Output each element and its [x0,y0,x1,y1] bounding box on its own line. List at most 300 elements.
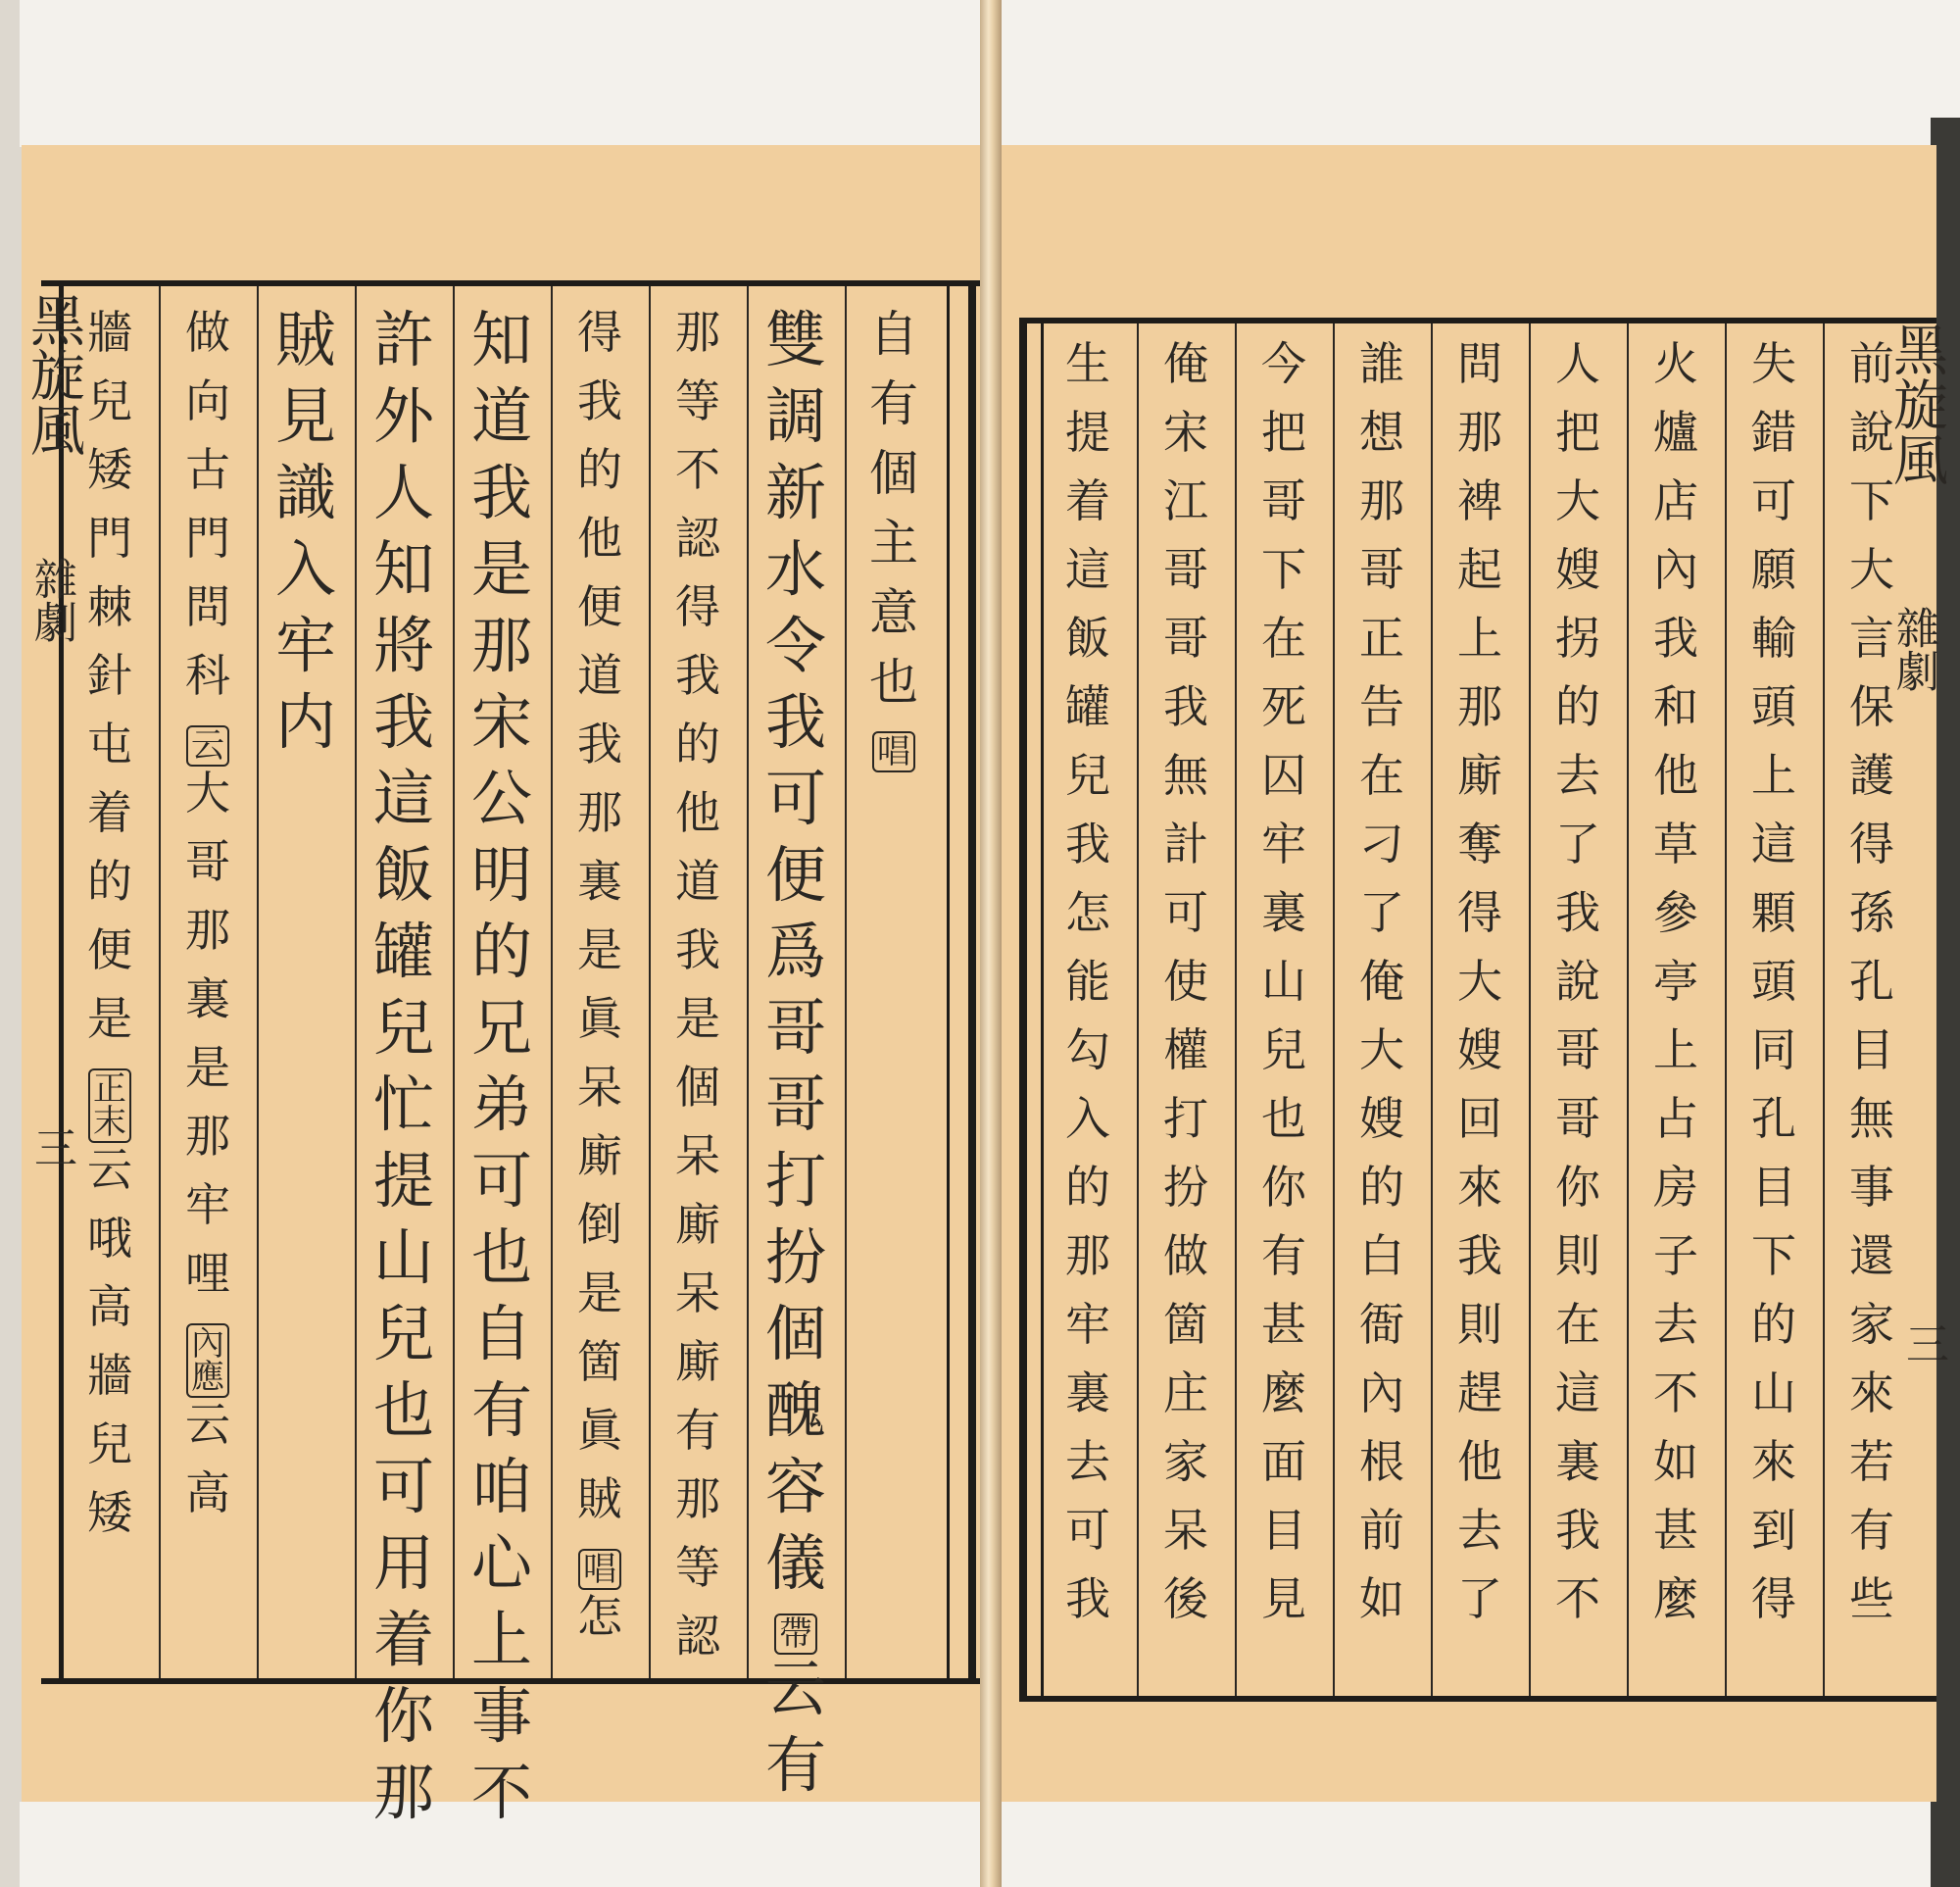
glyph: 頭 [1751,680,1796,733]
glyph: 到 [1751,1504,1796,1557]
glyph: 裨 [1457,474,1502,527]
glyph: 自 [869,306,918,363]
glyph: 裏 [1065,1366,1110,1419]
glyph: 些 [1849,1572,1894,1625]
glyph: 可 [1065,1504,1110,1557]
glyph: 參 [1653,886,1698,939]
glyph: 裏 [1555,1435,1600,1488]
glyph: 明 [470,839,532,911]
glyph: 我 [1555,1504,1600,1557]
right-frame-top [1019,318,1936,323]
glyph: 你 [1261,1161,1306,1214]
glyph: 他 [1653,749,1698,802]
glyph: 那 [1457,680,1502,733]
text-column [368,304,439,1839]
glyph: 在 [1555,1298,1600,1351]
glyph: 等 [675,1541,720,1594]
glyph: 我 [1065,818,1110,870]
text-column [564,306,635,1663]
glyph: 科 [185,649,230,702]
glyph: 呆 [1163,1504,1208,1557]
gutter [980,0,1002,1887]
glyph: 的 [675,718,720,770]
glyph: 云 [764,1653,826,1724]
glyph: 把 [1261,406,1306,459]
glyph: 也 [372,1374,434,1446]
glyph: 他 [1457,1435,1502,1488]
glyph: 我 [577,718,622,770]
glyph: 俺 [1359,955,1404,1008]
glyph: 忙 [372,1068,434,1140]
glyph: 那 [185,1110,230,1163]
glyph: 俺 [1163,337,1208,390]
glyph: 甚 [1653,1504,1698,1557]
glyph: 我 [764,686,826,758]
glyph: 兒 [1065,749,1110,802]
glyph: 在 [1359,749,1404,802]
glyph: 嫂 [1555,543,1600,596]
glyph: 兒 [87,1417,132,1470]
glyph: 孫 [1849,886,1894,939]
glyph: 將 [372,610,434,681]
glyph: 棘 [87,580,132,633]
left-margin-title: 黑旋風 [22,292,85,457]
glyph: 他 [675,786,720,839]
glyph: 去 [1653,1298,1698,1351]
glyph: 則 [1457,1298,1502,1351]
glyph: 和 [1653,680,1698,733]
text-column [1053,337,1123,1645]
glyph: 新 [764,457,826,528]
glyph: 那 [577,786,622,839]
glyph: 哥 [1261,474,1306,527]
glyph: 調 [764,380,826,452]
glyph: 公 [470,763,532,834]
left-margin-subtitle: 雜劇 [26,557,76,643]
glyph: 那 [470,610,532,681]
glyph: 把 [1555,406,1600,459]
glyph: 我 [675,649,720,702]
left-frame-right [968,280,976,1684]
glyph: 可 [1163,886,1208,939]
glyph: 拐 [1555,612,1600,665]
glyph: 可 [764,763,826,834]
glyph: 那 [1457,406,1502,459]
glyph: 說 [1555,955,1600,1008]
glyph: 囚 [1261,749,1306,802]
glyph: 山 [372,1221,434,1293]
glyph: 根 [1359,1435,1404,1488]
right-margin-title: 黑旋風 [1885,322,1948,486]
glyph: 誰 [1359,337,1404,390]
glyph: 道 [577,649,622,702]
glyph: 我 [1065,1572,1110,1625]
glyph: 道 [470,380,532,452]
right-margin-subtitle: 雜劇 [1888,606,1938,692]
glyph: 有 [1261,1229,1306,1282]
glyph: 提 [372,1145,434,1217]
right-frame-bottom [1019,1696,1936,1702]
stage-direction-mark: 唱 [578,1549,621,1590]
text-column [1445,337,1515,1645]
glyph: 宋 [1163,406,1208,459]
stage-direction-mark: 唱 [872,731,915,772]
glyph: 在 [1261,612,1306,665]
glyph: 罐 [372,916,434,987]
glyph: 起 [1457,543,1502,596]
glyph: 奪 [1457,818,1502,870]
glyph: 見 [274,380,336,452]
glyph: 那 [185,904,230,957]
text-column [1641,337,1711,1645]
glyph: 是 [675,992,720,1045]
glyph: 目 [1261,1504,1306,1557]
glyph: 這 [1751,818,1796,870]
glyph: 兄 [470,992,532,1064]
glyph: 個 [869,445,918,502]
glyph: 爐 [1653,406,1698,459]
left-frame-right-inner [947,280,950,1684]
glyph: 麼 [1261,1366,1306,1419]
glyph: 人 [1555,337,1600,390]
glyph: 便 [87,923,132,976]
glyph: 也 [869,654,918,711]
glyph: 入 [1065,1092,1110,1145]
glyph: 我 [372,686,434,758]
left-frame-top [41,280,994,286]
glyph: 是 [470,533,532,605]
glyph: 占 [1653,1092,1698,1145]
glyph: 保 [1849,680,1894,733]
text-column [662,306,733,1682]
glyph: 那 [675,1472,720,1525]
text-column [1837,337,1907,1645]
glyph: 這 [1555,1366,1600,1419]
glyph: 家 [1849,1298,1894,1351]
glyph: 火 [1653,337,1698,390]
glyph: 可 [470,1145,532,1217]
glyph: 向 [185,374,230,427]
glyph: 你 [1555,1161,1600,1214]
glyph: 見 [1261,1572,1306,1625]
glyph: 主 [869,515,918,571]
glyph: 庄 [1163,1366,1208,1419]
glyph: 孔 [1849,955,1894,1008]
glyph: 個 [764,1298,826,1369]
glyph: 牆 [87,306,132,359]
glyph: 下 [1751,1229,1796,1282]
glyph: 如 [1359,1572,1404,1625]
glyph: 說 [1849,406,1894,459]
glyph: 目 [1751,1161,1796,1214]
glyph: 得 [1751,1572,1796,1625]
glyph: 得 [577,306,622,359]
text-column [172,306,243,1539]
glyph: 牆 [87,1349,132,1402]
glyph: 不 [1555,1572,1600,1625]
right-frame-left [1019,318,1027,1702]
glyph: 可 [372,1451,434,1522]
glyph: 如 [1653,1435,1698,1488]
glyph: 內 [1359,1366,1404,1419]
text-column [1543,337,1613,1645]
glyph: 問 [185,580,230,633]
right-page [990,145,1948,1802]
glyph: 孔 [1751,1092,1796,1145]
glyph: 無 [1163,749,1208,802]
glyph: 云 [87,1143,132,1196]
glyph: 人 [372,457,434,528]
glyph: 牢 [274,610,336,681]
glyph: 勾 [1065,1023,1110,1076]
glyph: 有 [675,1404,720,1457]
glyph: 錯 [1751,406,1796,459]
glyph: 爲 [764,916,826,987]
glyph: 願 [1751,543,1796,596]
glyph: 草 [1653,818,1698,870]
glyph: 兒 [372,1298,434,1369]
right-bottom-flyleaf [990,1802,1931,1887]
glyph: 他 [577,512,622,565]
glyph: 事 [1849,1161,1894,1214]
glyph: 山 [1261,955,1306,1008]
glyph: 亭 [1653,955,1698,1008]
text-column [270,304,341,769]
glyph: 内 [274,686,336,758]
glyph: 了 [1457,1572,1502,1625]
glyph: 的 [1751,1298,1796,1351]
glyph: 哩 [185,1247,230,1300]
right-frame-left-inner [1041,318,1044,1702]
glyph: 的 [577,443,622,496]
glyph: 大 [1457,955,1502,1008]
glyph: 大 [1359,1023,1404,1076]
glyph: 個 [675,1061,720,1114]
glyph: 我 [1653,612,1698,665]
glyph: 不 [1653,1366,1698,1419]
glyph: 識 [274,457,336,528]
glyph: 去 [1065,1435,1110,1488]
glyph: 針 [87,649,132,702]
glyph: 等 [675,374,720,427]
glyph: 不 [675,443,720,496]
glyph: 哥 [764,992,826,1064]
glyph: 箇 [577,1335,622,1388]
glyph: 雙 [764,304,826,375]
glyph: 輸 [1751,612,1796,665]
glyph: 呆 [675,1129,720,1182]
glyph: 廝 [675,1198,720,1251]
glyph: 兒 [372,992,434,1064]
glyph: 言 [1849,612,1894,665]
glyph: 哦 [87,1212,132,1265]
glyph: 有 [1849,1504,1894,1557]
glyph: 我 [577,374,622,427]
glyph: 自 [470,1298,532,1369]
glyph: 屯 [87,718,132,770]
glyph: 來 [1849,1366,1894,1419]
glyph: 知 [372,533,434,605]
glyph: 的 [1359,1161,1404,1214]
glyph: 裏 [577,855,622,908]
glyph: 大 [1555,474,1600,527]
glyph: 兒 [1261,1023,1306,1076]
glyph: 認 [675,512,720,565]
left-frame-left [59,280,64,1684]
glyph: 你 [372,1680,434,1752]
glyph: 是 [577,923,622,976]
glyph: 我 [675,923,720,976]
glyph: 哥 [1555,1023,1600,1076]
glyph: 去 [1555,749,1600,802]
glyph: 甚 [1261,1298,1306,1351]
stage-direction-mark: 內應 [186,1323,229,1398]
text-column [1739,337,1809,1645]
glyph: 若 [1849,1435,1894,1488]
glyph: 牢 [1065,1298,1110,1351]
stage-direction-mark: 云 [186,725,229,767]
glyph: 那 [372,1757,434,1828]
glyph: 目 [1849,1023,1894,1076]
glyph: 是 [185,1041,230,1094]
glyph: 怎 [1065,886,1110,939]
glyph: 箇 [1163,1298,1208,1351]
glyph: 弟 [470,1068,532,1140]
glyph: 店 [1653,474,1698,527]
glyph: 認 [675,1610,720,1663]
glyph: 的 [1555,680,1600,733]
glyph: 牢 [1261,818,1306,870]
glyph: 上 [1457,612,1502,665]
glyph: 來 [1457,1161,1502,1214]
glyph: 用 [372,1527,434,1599]
glyph: 不 [470,1757,532,1828]
glyph: 飯 [1065,612,1110,665]
glyph: 下 [1849,474,1894,527]
glyph: 上 [470,1604,532,1675]
glyph: 死 [1261,680,1306,733]
glyph: 哥 [1555,1092,1600,1145]
glyph: 心 [470,1527,532,1599]
glyph: 容 [764,1451,826,1522]
glyph: 今 [1261,337,1306,390]
glyph: 便 [764,839,826,911]
glyph: 矮 [87,1486,132,1539]
glyph: 家 [1163,1435,1208,1488]
glyph: 入 [274,533,336,605]
text-column [74,306,145,1559]
glyph: 咱 [470,1451,532,1522]
glyph: 牢 [185,1178,230,1231]
glyph: 提 [1065,406,1110,459]
glyph: 我 [1555,886,1600,939]
glyph: 門 [87,512,132,565]
glyph: 哥 [1163,612,1208,665]
glyph: 打 [764,1145,826,1217]
glyph: 儀 [764,1527,826,1599]
glyph: 大 [185,767,230,819]
stage-direction-mark: 帶 [774,1614,817,1655]
glyph: 道 [675,855,720,908]
glyph: 生 [1065,337,1110,390]
glyph: 古 [185,443,230,496]
glyph: 哥 [1359,543,1404,596]
glyph: 也 [470,1221,532,1293]
glyph: 頭 [1751,955,1796,1008]
right-top-flyleaf [990,0,1960,147]
glyph: 白 [1359,1229,1404,1282]
glyph: 這 [1065,543,1110,596]
glyph: 子 [1653,1229,1698,1282]
glyph: 可 [1751,474,1796,527]
glyph: 倒 [577,1198,622,1251]
glyph: 那 [675,306,720,359]
glyph: 得 [1457,886,1502,939]
glyph: 賊 [577,1472,622,1525]
glyph: 哥 [1163,543,1208,596]
glyph: 的 [470,916,532,987]
glyph: 來 [1751,1435,1796,1488]
glyph: 我 [1457,1229,1502,1282]
glyph: 哥 [764,1068,826,1140]
glyph: 想 [1359,406,1404,459]
glyph: 水 [764,533,826,605]
glyph: 麼 [1653,1572,1698,1625]
glyph: 上 [1653,1023,1698,1076]
glyph: 呆 [577,1061,622,1114]
glyph: 失 [1751,337,1796,390]
glyph: 着 [1065,474,1110,527]
glyph: 嫂 [1359,1092,1404,1145]
glyph: 是 [577,1266,622,1319]
glyph: 內 [1653,543,1698,596]
glyph: 顆 [1751,886,1796,939]
glyph: 許 [372,304,434,375]
glyph: 的 [87,855,132,908]
glyph: 面 [1261,1435,1306,1488]
glyph: 還 [1849,1229,1894,1282]
text-column [1249,337,1319,1645]
glyph: 眞 [577,1404,622,1457]
glyph: 兒 [87,374,132,427]
glyph: 前 [1359,1504,1404,1557]
glyph: 事 [470,1680,532,1752]
text-column [1151,337,1221,1645]
glyph: 上 [1751,749,1796,802]
glyph: 告 [1359,680,1404,733]
glyph: 着 [372,1604,434,1675]
glyph: 下 [1261,543,1306,596]
glyph: 是 [87,992,132,1045]
glyph: 刁 [1359,818,1404,870]
glyph: 云 [185,1398,230,1451]
glyph: 賊 [274,304,336,375]
glyph: 裏 [185,972,230,1025]
glyph: 做 [185,306,230,359]
glyph: 我 [470,457,532,528]
glyph: 令 [764,610,826,681]
glyph: 江 [1163,474,1208,527]
glyph: 高 [87,1280,132,1333]
glyph: 正 [1359,612,1404,665]
glyph: 嫂 [1457,1023,1502,1076]
glyph: 高 [185,1466,230,1519]
glyph: 趕 [1457,1366,1502,1419]
glyph: 宋 [470,686,532,758]
left-margin-page-no: 三 [26,1125,76,1168]
glyph: 計 [1163,818,1208,870]
glyph: 便 [577,580,622,633]
